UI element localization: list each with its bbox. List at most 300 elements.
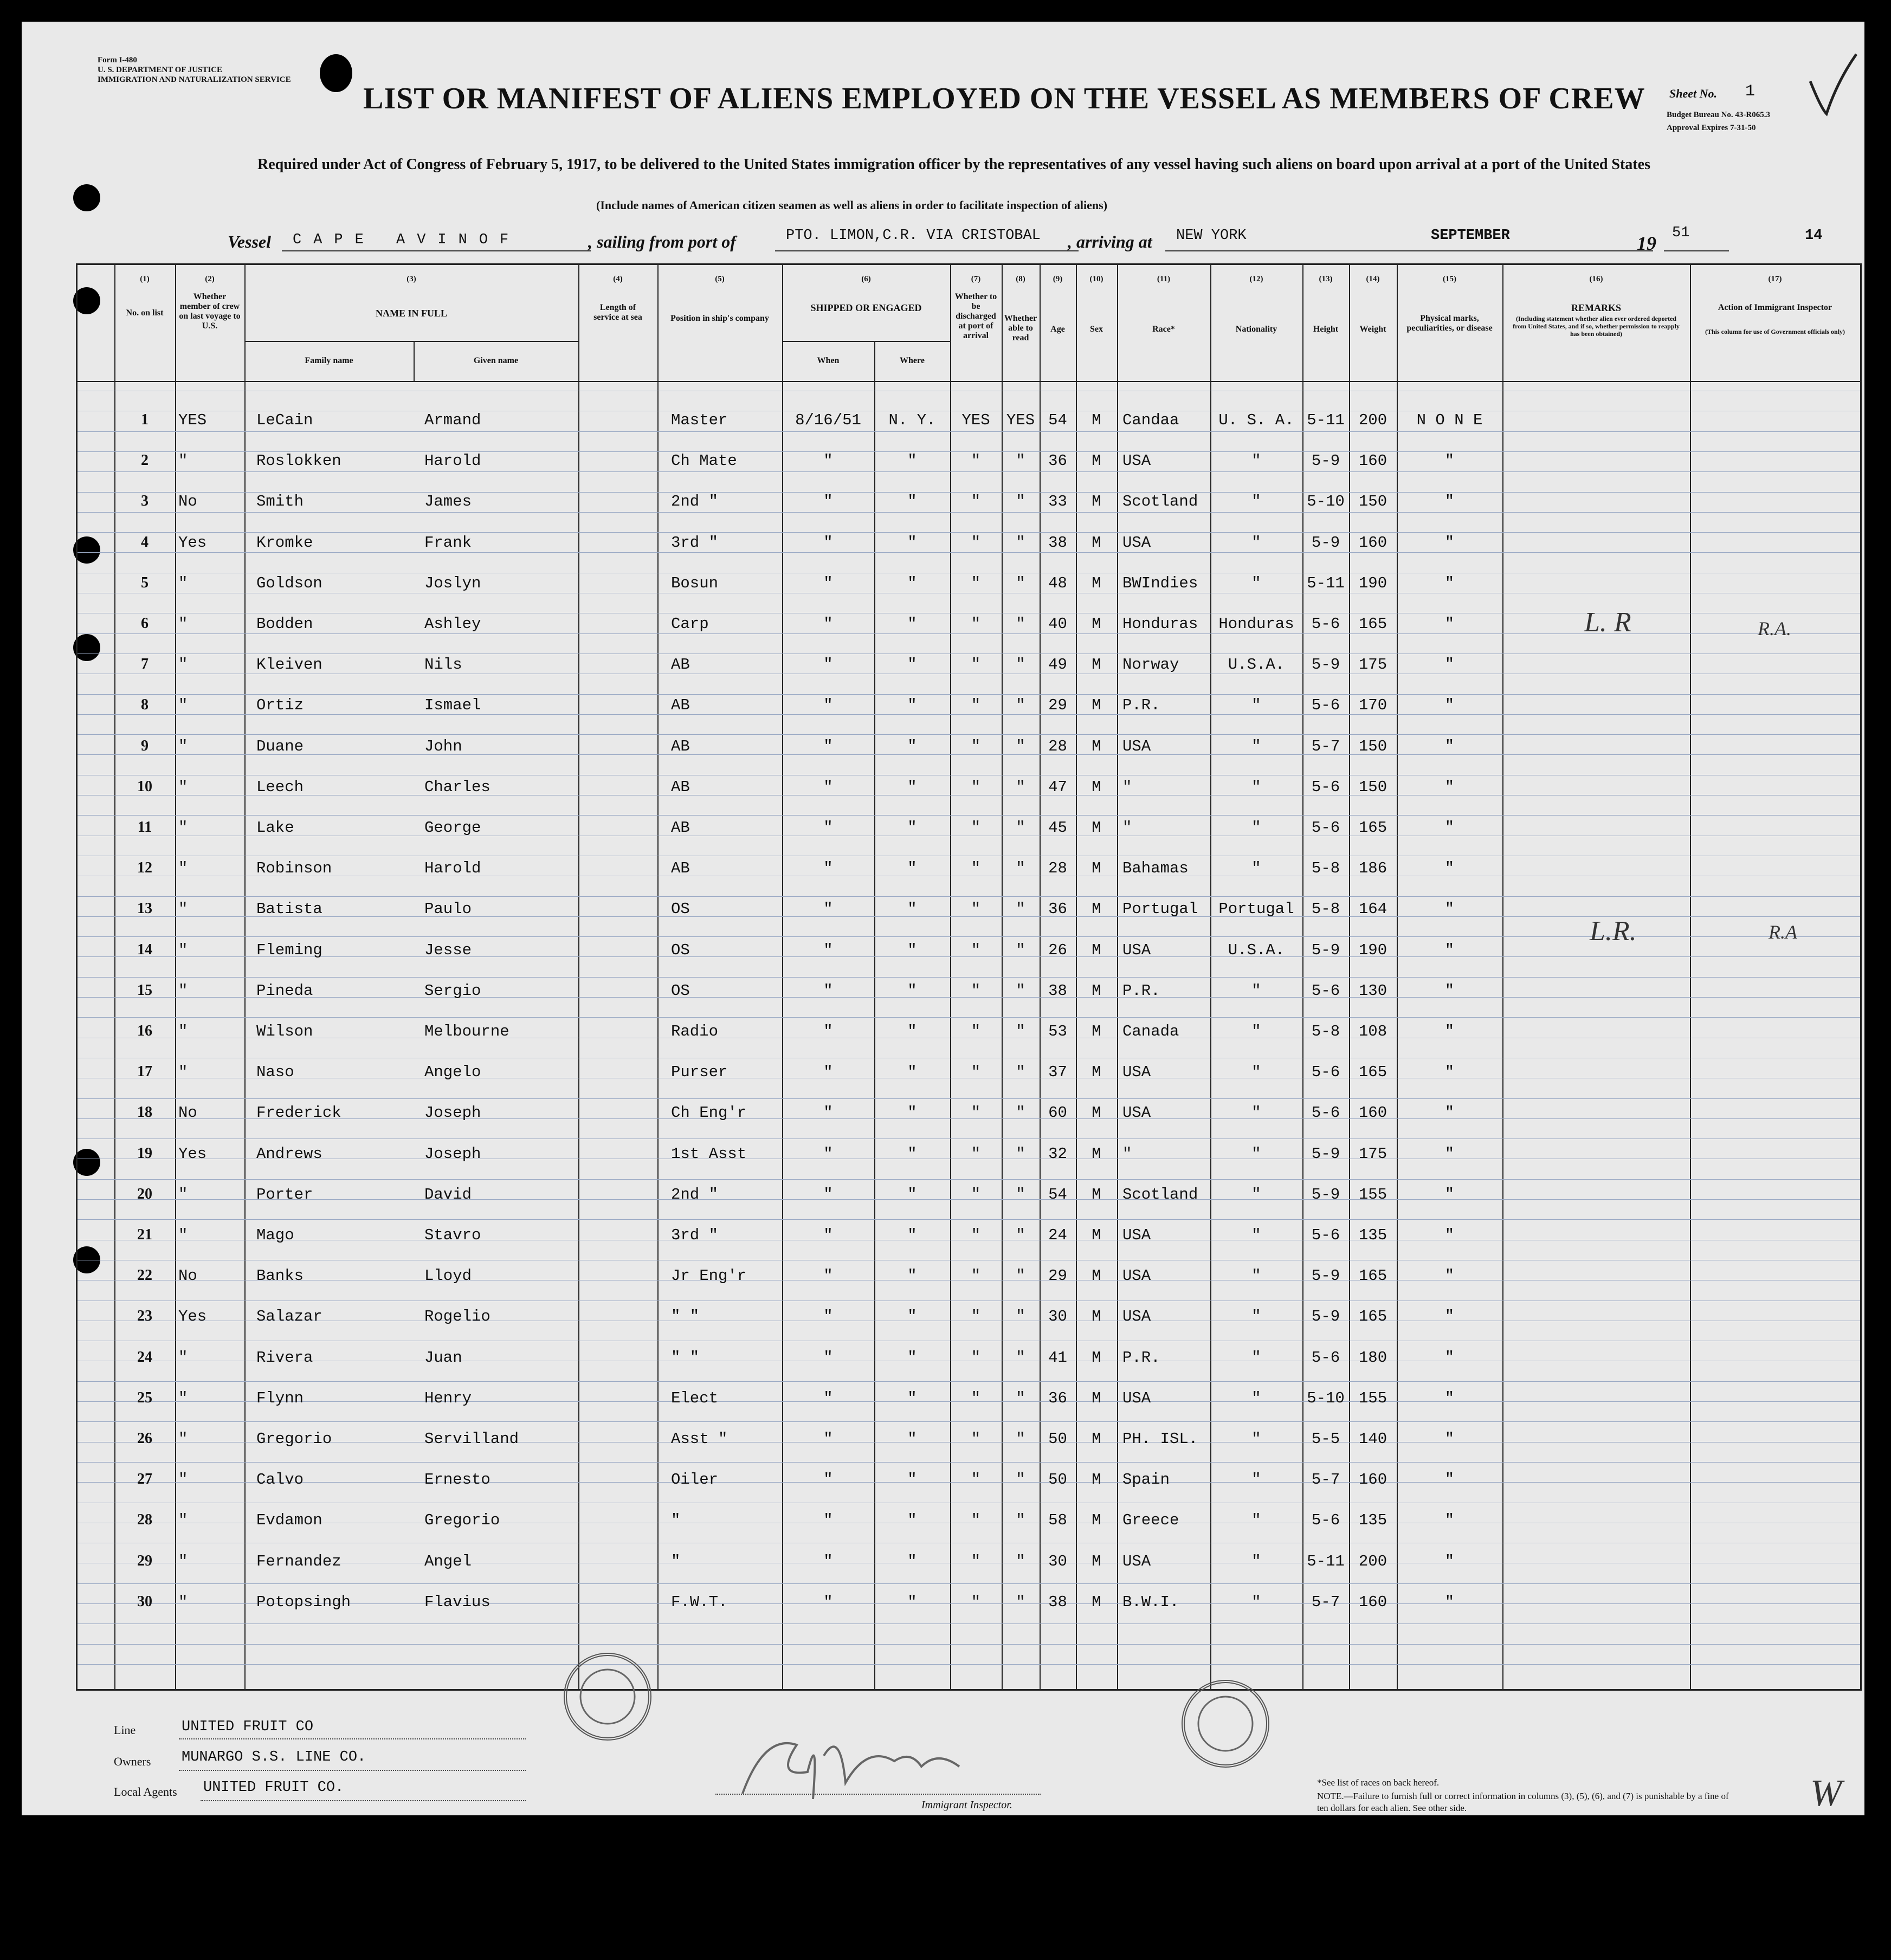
cell-height: 5-9 (1311, 1308, 1340, 1326)
cell-where: " (907, 1593, 917, 1611)
cell-given: Angelo (424, 1063, 481, 1082)
col-num-2: (2) (205, 275, 215, 283)
cell-prev: " (178, 1063, 188, 1082)
cell-where: " (907, 1389, 917, 1407)
cell-height: 5-9 (1311, 656, 1340, 674)
cell-family: Smith (256, 493, 304, 511)
cell-given: Joslyn (424, 574, 481, 592)
cell-when: " (823, 737, 833, 755)
cell-disch: " (971, 1267, 981, 1285)
cell-age: 36 (1048, 900, 1067, 918)
col-num-8: (8) (1016, 275, 1025, 283)
vessel-label: Vessel (228, 232, 271, 251)
cell-family: Leech (256, 778, 304, 796)
cell-age: 26 (1048, 941, 1067, 959)
cell-disch: " (971, 1226, 981, 1244)
header-length-of-service: Length of service at sea (593, 303, 642, 322)
cell-family: Fleming (256, 941, 322, 959)
cell-disch: " (971, 981, 981, 1000)
cell-position: Purser (671, 1063, 728, 1082)
cell-height: 5-6 (1311, 819, 1340, 837)
cell-age: 24 (1048, 1226, 1067, 1244)
cell-no: 12 (137, 859, 152, 877)
cell-prev: No (178, 1267, 197, 1285)
cell-given: John (424, 737, 462, 755)
cell-nat: " (1251, 493, 1261, 511)
cell-read: " (1016, 615, 1025, 633)
cell-race: PH. ISL. (1122, 1430, 1198, 1448)
penalty-note: NOTE.—Failure to furnish full or correct information in columns (3), (5), (6), and (7) is punishable by a fine of ten dollars for each alien. See other side. (1317, 1791, 1729, 1813)
cell-prev: " (178, 1348, 188, 1367)
cell-marks: " (1444, 533, 1455, 552)
cell-sex: M (1092, 1023, 1101, 1040)
cell-where: " (907, 941, 917, 959)
cell-prev: " (178, 778, 188, 796)
cell-position: AB (671, 737, 690, 755)
cell-prev: " (178, 1552, 188, 1570)
cell-no: 14 (137, 941, 152, 958)
cell-where: " (907, 656, 917, 674)
cell-no: 3 (141, 493, 149, 510)
cell-when: " (823, 1348, 833, 1367)
cell-given: James (424, 493, 472, 511)
cell-position: " " (671, 1308, 700, 1326)
seal-ring (1185, 1683, 1266, 1764)
cell-prev: " (178, 1511, 188, 1530)
cell-nat: U.S.A. (1228, 656, 1285, 674)
header-remarks: REMARKS (1571, 302, 1621, 313)
cell-prev: Yes (178, 533, 207, 552)
cell-nat: " (1251, 1593, 1261, 1611)
cell-weight: 135 (1358, 1511, 1387, 1530)
cell-no: 5 (141, 574, 149, 591)
sailing-port: PTO. LIMON,C.R. VIA CRISTOBAL (786, 228, 1041, 244)
cell-prev: " (178, 1226, 188, 1244)
arrival-month: SEPTEMBER (1431, 228, 1510, 244)
cell-when: 8/16/51 (795, 411, 861, 429)
cell-read: " (1016, 1348, 1025, 1367)
cell-read: " (1016, 900, 1025, 918)
cell-age: 60 (1048, 1104, 1067, 1122)
cell-prev: " (178, 859, 188, 878)
cell-read: " (1016, 1511, 1025, 1530)
cell-read: " (1016, 656, 1025, 674)
cell-no: 2 (141, 452, 149, 469)
cell-sex: M (1092, 1593, 1101, 1611)
cell-family: Duane (256, 737, 304, 755)
cell-read: " (1016, 493, 1025, 511)
cell-weight: 150 (1358, 737, 1387, 755)
cell-age: 54 (1048, 411, 1067, 429)
cell-weight: 155 (1358, 1389, 1387, 1407)
cell-prev: " (178, 574, 188, 592)
cell-no: 6 (141, 615, 149, 632)
cell-nat: " (1251, 1552, 1261, 1570)
cell-given: Jesse (424, 941, 472, 959)
cell-read: " (1016, 696, 1025, 715)
cell-race: USA (1122, 1267, 1151, 1285)
cell-no: 7 (141, 656, 149, 673)
cell-age: 38 (1048, 981, 1067, 1000)
cell-read: " (1016, 574, 1025, 592)
header-inspector-action: Action of Immigrant Inspector (1718, 303, 1832, 312)
cell-disch: " (971, 778, 981, 796)
cell-age: 30 (1048, 1552, 1067, 1570)
cell-given: Gregorio (424, 1511, 500, 1530)
col-num-4: (4) (613, 275, 623, 283)
cell-marks: " (1444, 1267, 1455, 1285)
cell-sex: M (1092, 452, 1101, 470)
cell-sex: M (1092, 615, 1101, 633)
cell-nat: " (1251, 1104, 1261, 1122)
cell-prev: " (178, 941, 188, 959)
cell-weight: 190 (1358, 574, 1387, 592)
cell-height: 5-9 (1311, 941, 1340, 959)
cell-read: " (1016, 941, 1025, 959)
col-num-16: (16) (1589, 275, 1603, 283)
header-weight: Weight (1359, 325, 1386, 334)
cell-disch: " (971, 859, 981, 878)
cell-when: " (823, 981, 833, 1000)
cell-no: 8 (141, 696, 149, 714)
col-num-1: (1) (140, 275, 150, 283)
arrival-port: NEW YORK (1176, 228, 1247, 244)
cell-prev: " (178, 696, 188, 715)
cell-marks: " (1444, 1511, 1455, 1530)
cell-nat: " (1251, 819, 1261, 837)
cell-read: YES (1006, 411, 1035, 429)
cell-race: USA (1122, 941, 1151, 959)
cell-no: 25 (137, 1389, 152, 1406)
cell-weight: 200 (1358, 411, 1387, 429)
cell-age: 38 (1048, 1593, 1067, 1611)
cell-height: 5-8 (1311, 859, 1340, 878)
cell-where: " (907, 819, 917, 837)
cell-race: " (1122, 819, 1132, 837)
approval-expiry: Approval Expires 7-31-50 (1667, 124, 1756, 132)
col-num-10: (10) (1089, 275, 1103, 283)
cell-age: 30 (1048, 1308, 1067, 1326)
cell-height: 5-6 (1311, 1226, 1340, 1244)
cell-read: " (1016, 1267, 1025, 1285)
agents-value: UNITED FRUIT CO. (203, 1780, 344, 1796)
cell-when: " (823, 1267, 833, 1285)
cell-weight: 150 (1358, 493, 1387, 511)
cell-height: 5-9 (1311, 1267, 1340, 1285)
cell-no: 1 (141, 411, 149, 428)
action-ra-13: R.A (1769, 921, 1797, 943)
col-num-7: (7) (971, 275, 981, 283)
cell-where: " (907, 493, 917, 511)
cell-given: Ismael (424, 696, 481, 715)
cell-sex: M (1092, 1267, 1101, 1285)
cell-position: 1st Asst (671, 1144, 747, 1163)
cell-where: " (907, 737, 917, 755)
cell-position: AB (671, 859, 690, 878)
cell-when: " (823, 900, 833, 918)
cell-disch: " (971, 1023, 981, 1040)
cell-weight: 130 (1358, 981, 1387, 1000)
header-position: Position in ship's company (670, 314, 769, 323)
cell-disch: " (971, 1511, 981, 1530)
cell-prev: YES (178, 411, 207, 429)
cell-height: 5-10 (1307, 493, 1345, 511)
cell-sex: M (1092, 1185, 1101, 1204)
cell-disch: " (971, 819, 981, 837)
cell-marks: " (1444, 452, 1455, 470)
cell-family: Goldson (256, 574, 322, 592)
cell-prev: " (178, 1389, 188, 1407)
cell-marks: " (1444, 941, 1455, 959)
cell-where: " (907, 1226, 917, 1244)
cell-disch: " (971, 696, 981, 715)
cell-read: " (1016, 1471, 1025, 1489)
cell-age: 28 (1048, 859, 1067, 878)
arriving-label: , arriving at (1068, 232, 1152, 251)
cell-sex: M (1092, 493, 1101, 511)
cell-read: " (1016, 1389, 1025, 1407)
cell-weight: 200 (1358, 1552, 1387, 1570)
cell-nat: " (1251, 1348, 1261, 1367)
cell-race: P.R. (1122, 1348, 1160, 1367)
cell-disch: " (971, 533, 981, 552)
cell-prev: " (178, 900, 188, 918)
cell-where: " (907, 900, 917, 918)
header-name-in-full: NAME IN FULL (375, 308, 447, 319)
cell-when: " (823, 941, 833, 959)
cell-family: Mago (256, 1226, 294, 1244)
cell-age: 45 (1048, 819, 1067, 837)
cell-prev: Yes (178, 1144, 207, 1163)
cell-position: Oiler (671, 1471, 719, 1489)
cell-no: 11 (137, 819, 152, 836)
header-shipped-engaged: SHIPPED OR ENGAGED (810, 302, 922, 313)
cell-no: 23 (137, 1308, 152, 1325)
cell-where: " (907, 452, 917, 470)
cell-family: Batista (256, 900, 322, 918)
header-where: Where (900, 356, 925, 365)
cell-prev: " (178, 615, 188, 633)
action-ra-6: R.A. (1758, 618, 1791, 639)
cell-disch: " (971, 1430, 981, 1448)
header-family-name: Family name (305, 356, 353, 365)
header-height: Height (1313, 325, 1339, 334)
cell-position: Elect (671, 1389, 719, 1407)
cell-age: 29 (1048, 696, 1067, 715)
cell-read: " (1016, 1226, 1025, 1244)
cell-disch: " (971, 1104, 981, 1122)
cell-position: Asst " (671, 1430, 728, 1448)
cell-when: " (823, 819, 833, 837)
cell-family: Ortiz (256, 696, 304, 715)
cell-given: Henry (424, 1389, 472, 1407)
cell-marks: " (1444, 1430, 1455, 1448)
cell-race: USA (1122, 533, 1151, 552)
cell-sex: M (1092, 1511, 1101, 1530)
cell-age: 47 (1048, 778, 1067, 796)
cell-disch: " (971, 1593, 981, 1611)
cell-given: David (424, 1185, 472, 1204)
cell-position: 3rd " (671, 1226, 719, 1244)
cell-height: 5-6 (1311, 696, 1340, 715)
header-no-on-list: No. on list (126, 308, 164, 318)
footer (76, 1691, 1862, 1837)
inspector-signature (732, 1712, 1003, 1810)
cell-race: " (1122, 778, 1132, 796)
cell-no: 26 (137, 1430, 152, 1447)
cell-given: Charles (424, 778, 491, 796)
cell-given: Ashley (424, 615, 481, 633)
cell-no: 9 (141, 737, 149, 754)
cell-disch: " (971, 615, 981, 633)
cell-position: F.W.T. (671, 1593, 728, 1611)
cell-family: Roslokken (256, 452, 341, 470)
header-discharged: Whether to be discharged at port of arrival (954, 292, 997, 340)
cell-where: N. Y. (888, 411, 936, 429)
cell-weight: 160 (1358, 452, 1387, 470)
cell-marks: " (1444, 1226, 1455, 1244)
cell-disch: " (971, 574, 981, 592)
cell-when: " (823, 696, 833, 715)
cell-age: 50 (1048, 1471, 1067, 1489)
cell-where: " (907, 1185, 917, 1204)
cell-given: Angel (424, 1552, 472, 1570)
cell-given: Juan (424, 1348, 462, 1367)
cell-where: " (907, 696, 917, 715)
remark-lr-13: L.R. (1590, 916, 1637, 947)
cell-read: " (1016, 1308, 1025, 1326)
cell-nat: " (1251, 1185, 1261, 1204)
cell-given: Servilland (424, 1430, 519, 1448)
cell-nat: " (1251, 778, 1261, 796)
cell-where: " (907, 1430, 917, 1448)
cell-given: Harold (424, 452, 481, 470)
cell-marks: " (1444, 1593, 1455, 1611)
cell-family: Rivera (256, 1348, 313, 1367)
cell-height: 5-6 (1311, 1063, 1340, 1082)
cell-family: Salazar (256, 1308, 322, 1326)
line-label: Line (114, 1723, 136, 1737)
cell-disch: " (971, 493, 981, 511)
cell-position: Bosun (671, 574, 719, 592)
col-num-9: (9) (1053, 275, 1063, 283)
cell-position: AB (671, 819, 690, 837)
sailing-label: , sailing from port of (588, 232, 736, 251)
cell-prev: " (178, 1471, 188, 1489)
cell-given: Sergio (424, 981, 481, 1000)
cell-read: " (1016, 859, 1025, 878)
cell-sex: M (1092, 1552, 1101, 1570)
header-when: When (817, 356, 840, 365)
cell-family: Fernandez (256, 1552, 341, 1570)
cell-age: 32 (1048, 1144, 1067, 1163)
cell-race: USA (1122, 1104, 1151, 1122)
col-num-15: (15) (1443, 275, 1456, 283)
cell-position: 3rd " (671, 533, 719, 552)
owners-value: MUNARGO S.S. LINE CO. (182, 1749, 366, 1765)
cell-race: Spain (1122, 1471, 1170, 1489)
port-seal-stamp (1182, 1680, 1269, 1768)
cell-marks: " (1444, 859, 1455, 878)
cell-prev: " (178, 656, 188, 674)
cell-when: " (823, 1185, 833, 1204)
cell-where: " (907, 1063, 917, 1082)
cell-disch: " (971, 452, 981, 470)
cell-height: 5-5 (1311, 1430, 1340, 1448)
cell-nat: " (1251, 1308, 1261, 1326)
cell-marks: N O N E (1416, 411, 1483, 429)
cell-prev: " (178, 1185, 188, 1204)
sheet-number: 1 (1745, 82, 1756, 101)
cell-position: Jr Eng'r (671, 1267, 747, 1285)
cell-marks: " (1444, 615, 1455, 633)
cell-family: Lake (256, 819, 294, 837)
cell-given: Armand (424, 411, 481, 429)
cell-read: " (1016, 533, 1025, 552)
cell-nat: U. S. A. (1218, 411, 1294, 429)
cell-read: " (1016, 819, 1025, 837)
cell-read: " (1016, 981, 1025, 1000)
cell-position: OS (671, 981, 690, 1000)
include-note: (Include names of American citizen seamen as well as aliens in order to facilitate inspection of aliens) (596, 198, 1108, 212)
cell-where: " (907, 533, 917, 552)
cell-family: Gregorio (256, 1430, 332, 1448)
cell-marks: " (1444, 900, 1455, 918)
cell-disch: " (971, 1348, 981, 1367)
cell-no: 10 (137, 778, 152, 795)
cell-when: " (823, 493, 833, 511)
cell-race: P.R. (1122, 696, 1160, 715)
cell-nat: " (1251, 1063, 1261, 1082)
cell-race: USA (1122, 452, 1151, 470)
header-physical-marks: Physical marks, peculiarities, or disease (1406, 314, 1493, 333)
cell-prev: No (178, 493, 197, 511)
col-num-12: (12) (1249, 275, 1263, 283)
col-num-11: (11) (1157, 275, 1171, 283)
cell-marks: " (1444, 696, 1455, 715)
cell-no: 19 (137, 1144, 152, 1162)
cell-marks: " (1444, 1552, 1455, 1570)
cell-where: " (907, 1104, 917, 1122)
cell-prev: " (178, 981, 188, 1000)
cell-nat: Portugal (1218, 900, 1294, 918)
cell-no: 17 (137, 1063, 152, 1081)
cell-sex: M (1092, 1471, 1101, 1489)
races-note: *See list of races on back hereof. (1317, 1777, 1440, 1788)
cell-nat: " (1251, 1267, 1261, 1285)
cell-weight: 175 (1358, 1144, 1387, 1163)
cell-family: Robinson (256, 859, 332, 878)
cell-position: " (671, 1511, 681, 1530)
cell-position: 2nd " (671, 1185, 719, 1204)
cell-marks: " (1444, 1389, 1455, 1407)
cell-where: " (907, 859, 917, 878)
cell-given: Nils (424, 656, 462, 674)
cell-no: 22 (137, 1267, 152, 1284)
cell-disch: " (971, 1185, 981, 1204)
cell-when: " (823, 1471, 833, 1489)
manifest-sheet (22, 22, 1864, 1815)
cell-height: 5-8 (1311, 900, 1340, 918)
col-num-13: (13) (1319, 275, 1333, 283)
cell-where: " (907, 1023, 917, 1040)
cell-nat: " (1251, 859, 1261, 878)
cell-disch: " (971, 1471, 981, 1489)
cell-prev: " (178, 1023, 188, 1040)
cell-read: " (1016, 1430, 1025, 1448)
cell-race: Scotland (1122, 1185, 1198, 1204)
cell-nat: " (1251, 1430, 1261, 1448)
